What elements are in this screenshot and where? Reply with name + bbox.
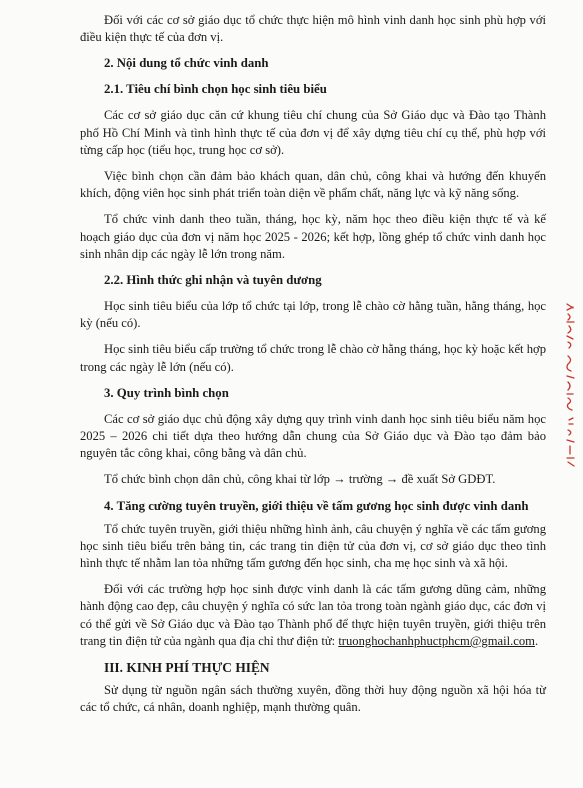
paragraph-selection: Việc bình chọn cần đảm bảo khách quan, dân chủ, công khai và hướng đến khuyến khích, động viên học sinh phát triển toàn diện về phẩm chất, năng lực và kỹ năng sống. [80, 169, 546, 201]
stamp-graphic [559, 300, 581, 470]
email-link[interactable]: truonghochanhphuctphcm@gmail.com [338, 633, 535, 648]
signature-stamp [559, 300, 581, 470]
paragraph-class-level: Học sinh tiêu biểu của lớp tổ chức tại lớp, trong lễ chào cờ hằng tuần, hằng tháng, học kỳ (nếu có). [80, 299, 546, 331]
paragraph-special-cases-text: Đối với các trường hợp học sinh được vinh danh là các tấm gương dũng cảm, những hành động cao đẹp, câu chuyện ý nghĩa có sức lan tỏa trong toàn ngành giáo dục, các đơn vị có thể gửi về Sở Giáo dục và Đào tạo Thành phố để thực hiện tuyên truyền, giới thiệu trên trang tin điện tử của ngành qua địa chỉ thư điện tử: [80, 582, 546, 648]
email-tail: . [534, 633, 539, 648]
heading-section-2-2: 2.2. Hình thức ghi nhận và tuyên dương [104, 273, 322, 288]
heading-section-2-1: 2.1. Tiêu chí bình chọn học sinh tiêu biểu [104, 82, 327, 97]
paragraph-school-level: Học sinh tiêu biểu cấp trường tổ chức trong lễ chào cờ hằng tháng, học kỳ hoặc kết hợp trong các ngày lễ lớn (nếu có). [80, 342, 546, 374]
paragraph-schedule: Tổ chức vinh danh theo tuần, tháng, học kỳ, năm học theo điều kiện thực tế và kế hoạch giáo dục của đơn vị năm học 2025 - 2026; kết hợp, lồng ghép tổ chức vinh danh học sinh nhân dịp các ngày lễ lớn trong năm. [80, 212, 546, 261]
document-page [80, 12, 546, 716]
paragraph-criteria: Các cơ sở giáo dục căn cứ khung tiêu chí chung của Sở Giáo dục và Đào tạo Thành phố Hồ Chí Minh và tình hình thực tế của đơn vị để xây dựng tiêu chí cụ thể, phù hợp với từng cấp học (tiểu học, trung học cơ sở). [80, 108, 546, 157]
paragraph-vote-flow: Tổ chức bình chọn dân chủ, công khai từ lớp → trường → đề xuất Sở GDĐT. [104, 472, 496, 487]
heading-section-3: 3. Quy trình bình chọn [104, 385, 229, 400]
paragraph-special-cases [80, 581, 546, 650]
paragraph-process: Các cơ sở giáo dục chủ động xây dựng quy trình vinh danh học sinh tiêu biểu năm học 2025 – 2026 chi tiết dựa theo hướng dẫn chung của Sở Giáo dục và Đào tạo đảm bảo nguyên tắc công khai, công bằng và dân chủ. [80, 411, 546, 461]
paragraph-budget: Sử dụng từ nguồn ngân sách thường xuyên, đồng thời huy động nguồn xã hội hóa từ các tổ chức, cá nhân, doanh nghiệp, mạnh thường quân. [80, 683, 546, 715]
heading-section-iii: III. KINH PHÍ THỰC HIỆN [104, 660, 270, 676]
paragraph-intro: Đối với các cơ sở giáo dục tổ chức thực hiện mô hình vinh danh học sinh phù hợp với điều kiện thực tế của đơn vị. [80, 13, 546, 45]
heading-section-4: 4. Tăng cường tuyên truyền, giới thiệu về tấm gương học sinh được vinh danh [104, 498, 529, 513]
paragraph-propaganda: Tổ chức tuyên truyền, giới thiệu những hình ảnh, câu chuyện ý nghĩa về các tấm gương học sinh tiêu biểu trên bảng tin, các trang tin điện tử của đơn vị, cơ sở giáo dục theo tình hình thực tế nhằm lan tỏa những tấm gương đến học sinh, cha mẹ học sinh và xã hội. [80, 521, 546, 571]
heading-section-2: 2. Nội dung tổ chức vinh danh [104, 56, 269, 71]
